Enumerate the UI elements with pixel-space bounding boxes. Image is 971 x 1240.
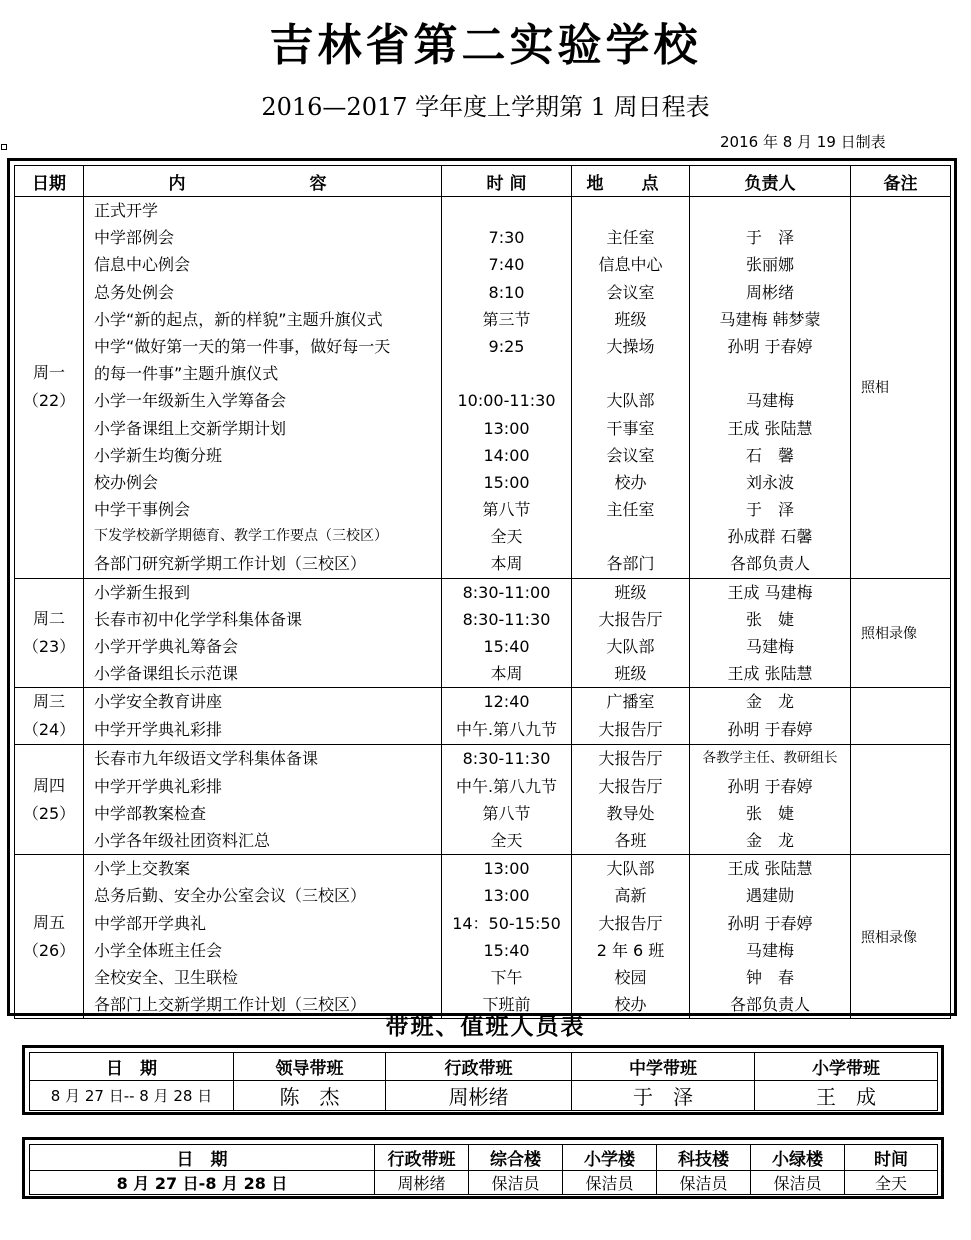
event-content: 小学备课组长示范课	[94, 664, 239, 684]
event-place: 校办	[614, 995, 647, 1015]
event-owner-cell	[690, 578, 851, 688]
event-owner: 遇建勋	[745, 886, 794, 906]
event-content: 小学上交教案	[94, 859, 191, 879]
event-owner: 张 婕	[745, 609, 794, 629]
event-owner: 各教学主任、教研组长	[702, 750, 838, 767]
event-time-cell	[442, 688, 572, 745]
day-cell	[15, 688, 84, 745]
event-owner-cell	[690, 745, 851, 855]
event-place-cell	[572, 197, 690, 579]
event-time: 7:30	[488, 228, 525, 248]
duty1-middle: 于 泽	[572, 1081, 755, 1111]
weekly-schedule-frame	[7, 158, 957, 1016]
event-place: 校园	[614, 967, 647, 987]
event-owner: 马建梅	[745, 940, 794, 960]
event-content: 校办例会	[94, 472, 159, 492]
event-time: 15:40	[483, 940, 530, 960]
event-place: 班级	[614, 582, 647, 602]
event-content: 的每一件事”主题升旗仪式	[94, 364, 279, 384]
event-time: 中午.第八九节	[455, 776, 558, 796]
event-owner: 马建梅	[745, 391, 794, 411]
col-content-header: 内 容	[84, 166, 442, 197]
event-place: 大队部	[606, 391, 655, 411]
event-place-cell	[572, 745, 690, 855]
duty1-leader: 陈 杰	[234, 1081, 386, 1111]
event-owner-cell	[690, 688, 851, 745]
event-place: 2 年 6 班	[596, 940, 665, 960]
event-content: 长春市初中化学学科集体备课	[94, 609, 303, 629]
duty2-header-complex: 综合楼	[469, 1145, 563, 1171]
event-time: 8:10	[488, 282, 525, 302]
event-owner: 张丽娜	[745, 255, 794, 275]
event-content: 中学开学典礼彩排	[94, 776, 223, 796]
event-content: 中学干事例会	[94, 500, 191, 520]
weekly-schedule-table	[14, 165, 951, 1019]
event-owner: 孙明 于春婷	[727, 719, 813, 739]
event-place: 班级	[614, 664, 647, 684]
event-time: 本周	[490, 554, 523, 574]
event-owner: 王成 张陆慧	[727, 664, 813, 684]
event-time-cell	[442, 578, 572, 688]
event-time: 10:00-11:30	[457, 391, 556, 411]
event-time: 第三节	[482, 309, 531, 329]
event-time: 13:00	[483, 418, 530, 438]
event-content: 正式开学	[94, 201, 159, 220]
event-time-cell	[442, 197, 572, 579]
made-date: 2016 年 8 月 19 日制表	[720, 133, 886, 151]
event-time-cell	[442, 745, 572, 855]
event-place: 各部门	[606, 554, 655, 574]
event-place-cell	[572, 855, 690, 1019]
day-cell	[15, 197, 84, 579]
event-owner: 王成 张陆慧	[727, 418, 813, 438]
col-note-header: 备注	[851, 166, 951, 197]
event-owner-cell	[690, 197, 851, 579]
event-place	[572, 197, 689, 224]
event-content: 各部门研究新学期工作计划（三校区）	[94, 554, 367, 574]
duty1-date: 8 月 27 日-- 8 月 28 日	[30, 1081, 234, 1111]
event-time: 13:00	[483, 859, 530, 879]
duty2-header-tech-building: 科技楼	[657, 1145, 751, 1171]
event-place: 校办	[614, 472, 647, 492]
event-time	[442, 197, 571, 224]
duty2-header-green-building: 小绿楼	[751, 1145, 845, 1171]
event-content: 下发学校新学期德育、教学工作要点（三校区）	[94, 528, 388, 545]
weekday-date: （24）	[22, 720, 76, 740]
duty-section-title: 带班、值班人员表	[385, 1014, 586, 1040]
event-place: 主任室	[606, 228, 655, 248]
event-time: 本周	[490, 664, 523, 684]
event-place: 大报告厅	[598, 609, 663, 629]
event-time: 第八节	[482, 500, 531, 520]
event-time: 14:00	[483, 445, 530, 465]
event-place: 班级	[614, 309, 647, 329]
duty1-admin: 周彬绪	[386, 1081, 572, 1111]
event-place: 大操场	[606, 336, 655, 356]
duty1-header-row	[30, 1053, 938, 1081]
event-place: 干事室	[606, 418, 655, 438]
day-row	[15, 578, 951, 688]
event-time: 15:00	[483, 472, 530, 492]
event-owner	[690, 360, 850, 387]
event-time: 7:40	[488, 255, 525, 275]
event-time: 12:40	[483, 692, 530, 712]
event-content: 小学安全教育讲座	[94, 692, 223, 712]
table-anchor-marker	[1, 144, 7, 150]
day-row	[15, 855, 951, 1019]
event-time: 第八节	[482, 803, 531, 823]
event-owner: 金 龙	[745, 692, 794, 712]
event-content-cell	[84, 688, 442, 745]
event-time: 全天	[490, 830, 523, 850]
event-content: 小学全体班主任会	[94, 940, 223, 960]
event-content: 中学“做好第一天的第一件事，做好每一天	[94, 336, 391, 356]
schedule-header-row	[15, 166, 951, 197]
weekday-label: 周三	[32, 692, 65, 712]
day-note: 照相录像	[851, 578, 951, 688]
event-place: 大队部	[606, 859, 655, 879]
weekday-label: 周二	[32, 609, 65, 628]
weekday-date: （26）	[22, 940, 76, 960]
event-owner: 马建梅	[745, 637, 794, 656]
event-owner: 刘永波	[745, 472, 794, 492]
event-content: 中学部教案检查	[94, 803, 207, 823]
event-place: 大报告厅	[598, 749, 663, 769]
duty1-primary: 王 成	[755, 1081, 938, 1111]
duty2-complex: 保洁员	[469, 1171, 563, 1195]
event-content: 小学新生报到	[94, 582, 191, 602]
event-owner: 孙明 于春婷	[727, 336, 813, 356]
weekday-date: （23）	[22, 637, 76, 656]
col-date-header: 日期	[15, 166, 84, 197]
event-content: 中学部例会	[94, 228, 175, 248]
event-owner-cell	[690, 855, 851, 1019]
event-place-cell	[572, 688, 690, 745]
duty2-time: 全天	[845, 1171, 938, 1195]
event-time: 8:30-11:00	[462, 582, 551, 602]
event-time: 中午.第八九节	[455, 719, 558, 739]
event-time: 9:25	[488, 336, 525, 356]
weekday-label: 周一	[32, 363, 65, 383]
event-place: 各班	[614, 830, 647, 850]
event-owner: 周彬绪	[745, 282, 794, 302]
event-owner: 于 泽	[745, 500, 794, 520]
event-time: 全天	[490, 527, 523, 547]
event-time: 14：50-15:50	[452, 913, 561, 933]
event-place-cell	[572, 578, 690, 688]
event-time-cell	[442, 855, 572, 1019]
event-content: 小学一年级新生入学筹备会	[94, 391, 287, 411]
event-owner: 马建梅 韩梦蒙	[719, 309, 821, 329]
event-owner: 孙明 于春婷	[727, 913, 813, 933]
event-owner: 于 泽	[745, 228, 794, 248]
schedule-body	[15, 197, 951, 1019]
weekday-label: 周四	[32, 775, 65, 795]
duty-table-1-frame	[22, 1045, 944, 1115]
col-time-header: 时 间	[442, 166, 572, 197]
day-row	[15, 688, 951, 745]
duty2-header-row	[30, 1145, 938, 1171]
event-owner: 孙明 于春婷	[727, 776, 813, 796]
event-place: 大报告厅	[598, 719, 663, 739]
duty2-header-primary-building: 小学楼	[563, 1145, 657, 1171]
event-owner: 各部负责人	[729, 554, 810, 574]
duty-table-2-frame	[22, 1137, 944, 1199]
event-place: 大报告厅	[598, 776, 663, 796]
day-cell	[15, 745, 84, 855]
event-content: 各部门上交新学期工作计划（三校区）	[94, 995, 367, 1015]
duty1-header-primary: 小学带班	[755, 1053, 938, 1081]
event-place: 会议室	[606, 445, 655, 465]
event-place: 大队部	[606, 637, 655, 656]
day-cell	[15, 855, 84, 1019]
weekday-label: 周五	[32, 912, 65, 932]
duty2-tech-building: 保洁员	[657, 1171, 751, 1195]
event-content: 小学各年级社团资料汇总	[94, 830, 271, 850]
duty2-date: 8 月 27 日-8 月 28 日	[30, 1171, 375, 1195]
weekday-date: （22）	[22, 391, 76, 411]
event-place	[572, 360, 689, 387]
event-content: 中学开学典礼彩排	[94, 719, 223, 739]
duty2-primary-building: 保洁员	[563, 1171, 657, 1195]
duty2-value-row	[30, 1171, 938, 1195]
event-place: 高新	[614, 886, 647, 906]
duty1-header-admin: 行政带班	[386, 1053, 572, 1081]
event-content: 中学部开学典礼	[94, 913, 207, 933]
event-owner: 钟 春	[745, 967, 794, 987]
event-owner: 张 婕	[745, 803, 794, 823]
event-content: 长春市九年级语文学科集体备课	[94, 749, 319, 769]
duty-table-1	[29, 1052, 938, 1111]
duty1-header-leader: 领导带班	[234, 1053, 386, 1081]
event-content: 信息中心例会	[94, 255, 191, 275]
page-subtitle: 2016—2017 学年度上学期第 1 周日程表	[261, 93, 710, 121]
event-time: 8:30-11:30	[462, 749, 551, 769]
duty-table-2	[29, 1144, 938, 1195]
day-row	[15, 745, 951, 855]
event-content: 小学新生均衡分班	[94, 445, 223, 465]
event-time: 下班前	[482, 995, 531, 1015]
event-time: 8:30-11:30	[462, 609, 551, 629]
event-time: 下午	[490, 967, 523, 987]
event-content-cell	[84, 855, 442, 1019]
duty1-header-middle: 中学带班	[572, 1053, 755, 1081]
event-place: 信息中心	[598, 255, 663, 275]
duty2-green-building: 保洁员	[751, 1171, 845, 1195]
weekday-date: （25）	[22, 803, 76, 823]
event-place: 教导处	[606, 803, 655, 823]
event-place: 大报告厅	[598, 913, 663, 933]
page-title: 吉林省第二实验学校	[269, 20, 702, 71]
event-content-cell	[84, 578, 442, 688]
event-owner	[690, 197, 850, 224]
event-content: 小学“新的起点，新的样貌”主题升旗仪式	[94, 309, 383, 329]
day-note	[851, 745, 951, 855]
event-content-cell	[84, 197, 442, 579]
day-note	[851, 688, 951, 745]
event-content: 小学开学典礼筹备会	[94, 637, 239, 656]
duty2-header-admin: 行政带班	[375, 1145, 469, 1171]
event-time	[442, 360, 571, 387]
event-owner: 金 龙	[745, 830, 794, 850]
event-place: 会议室	[606, 282, 655, 302]
day-note: 照相	[851, 197, 951, 579]
event-time: 15:40	[483, 637, 530, 656]
duty1-header-date: 日 期	[30, 1053, 234, 1081]
duty2-admin: 周彬绪	[375, 1171, 469, 1195]
event-content: 全校安全、卫生联检	[94, 967, 239, 987]
col-place-header: 地 点	[572, 166, 690, 197]
event-owner: 王成 张陆慧	[727, 859, 813, 879]
event-place	[572, 523, 689, 550]
event-time: 13:00	[483, 886, 530, 906]
event-owner: 各部负责人	[729, 995, 810, 1015]
event-owner: 石 馨	[745, 445, 794, 465]
day-note: 照相录像	[851, 855, 951, 1019]
day-cell	[15, 578, 84, 688]
col-owner-header: 负责人	[690, 166, 851, 197]
event-place: 主任室	[606, 500, 655, 520]
event-owner: 王成 马建梅	[727, 582, 813, 602]
event-owner: 孙成群 石馨	[727, 527, 813, 547]
event-content-cell	[84, 745, 442, 855]
event-place: 广播室	[606, 692, 655, 712]
duty1-value-row	[30, 1081, 938, 1111]
event-content: 总务后勤、安全办公室会议（三校区）	[94, 886, 367, 906]
event-content: 小学备课组上交新学期计划	[94, 418, 287, 438]
duty2-header-time: 时间	[845, 1145, 938, 1171]
day-row	[15, 197, 951, 579]
event-content: 总务处例会	[94, 282, 175, 302]
duty2-header-date: 日 期	[30, 1145, 375, 1171]
